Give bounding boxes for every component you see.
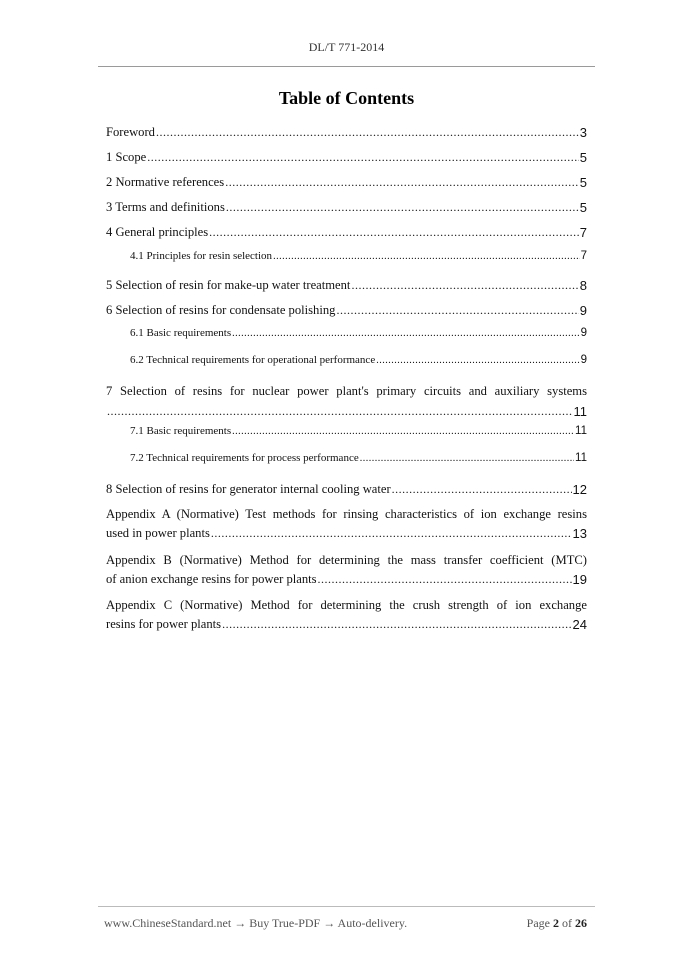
toc-entry-appendix-a[interactable]: [106, 504, 587, 541]
footer-link[interactable]: www.ChineseStandard.net → Buy True-PDF → Auto-delivery.: [104, 916, 408, 930]
leader-dots: [376, 353, 579, 368]
toc-entry-generator-cooling[interactable]: [106, 482, 587, 497]
toc-entry-text-cont: resins for power plants: [106, 617, 222, 631]
toc-entry-text: 6 Selection of resins for condensate polishing: [106, 303, 336, 317]
toc-entry-foreword[interactable]: [106, 125, 587, 140]
toc-entry-appendix-c[interactable]: [106, 595, 587, 632]
toc-entry-page: 24: [572, 617, 587, 632]
running-header: DL/T 771-2014: [308, 40, 385, 54]
toc-entry-page: 12: [572, 482, 587, 497]
leader-dots: [156, 125, 579, 140]
leader-dots: [318, 572, 572, 587]
toc-entry-page: 5: [579, 200, 587, 215]
toc-entry-7-1[interactable]: [106, 424, 587, 439]
leader-dots: [211, 526, 572, 541]
toc-entry-continuation: [106, 526, 587, 541]
toc-entry-page: 5: [579, 175, 587, 190]
toc-entry-text: 8 Selection of resins for generator internal cooling water: [106, 482, 391, 496]
toc-entry-general-principles[interactable]: [106, 225, 587, 240]
toc-entry-page: 9: [579, 303, 587, 318]
toc-entry-continuation: [106, 404, 587, 419]
toc-entry-condensate-polishing[interactable]: [106, 303, 587, 318]
toc-entry-page: 19: [572, 572, 587, 587]
toc-entry-text: 4 General principles: [106, 225, 209, 239]
toc-entry-4-1[interactable]: [106, 249, 587, 264]
toc-entry-text: 4.1 Principles for resin selection: [130, 250, 273, 262]
leader-dots: [232, 424, 574, 439]
leader-dots: [232, 326, 579, 341]
toc-entry-page: 11: [573, 404, 587, 419]
toc-entry-6-2[interactable]: [106, 353, 587, 368]
toc-entry-page: 13: [572, 526, 587, 541]
leader-dots: [273, 249, 580, 264]
toc-entry-text: 7 Selection of resins for nuclear power plant's primary circuits and auxiliary systems: [106, 384, 587, 398]
toc-entry-terms-definitions[interactable]: [106, 200, 587, 215]
toc-entry-page: 8: [579, 278, 587, 293]
toc-entry-text: Foreword: [106, 125, 155, 139]
total-pages: 26: [575, 916, 587, 930]
toc-title: Table of Contents: [278, 88, 415, 108]
leader-dots: [107, 404, 573, 419]
current-page-number: 2: [553, 916, 559, 930]
toc-entry-text: 7.2 Technical requirements for process performance: [130, 452, 359, 464]
toc-entry-page: 7: [580, 250, 587, 262]
leader-dots: [392, 482, 572, 497]
leader-dots: [209, 225, 579, 240]
toc-entry-7-2[interactable]: [106, 451, 587, 466]
page-indicator: [527, 916, 587, 931]
page-word: Page: [526, 916, 550, 930]
toc-entry-nuclear-power[interactable]: [106, 381, 587, 419]
toc-entry-text: 1 Scope: [106, 150, 147, 164]
leader-dots: [336, 303, 578, 318]
toc-entry-text: Appendix C (Normative) Method for determining the crush strength of ion exchange: [106, 598, 587, 612]
toc-entry-text: 6.2 Technical requirements for operational performance: [130, 354, 376, 366]
toc-entry-scope[interactable]: [106, 150, 587, 165]
toc-entry-text: 7.1 Basic requirements: [130, 425, 232, 437]
toc-entry-text: 5 Selection of resin for make-up water treatment: [106, 278, 351, 292]
toc-entry-page: 5: [579, 150, 587, 165]
toc-entry-text-cont: of anion exchange resins for power plants: [106, 572, 317, 586]
toc-entry-page: 11: [575, 425, 587, 437]
toc-entry-page: 9: [580, 354, 587, 366]
leader-dots: [351, 278, 578, 293]
toc-entry-text: 2 Normative references: [106, 175, 225, 189]
toc-entry-text: 3 Terms and definitions: [106, 200, 225, 214]
toc-entry-text: Appendix B (Normative) Method for determining the mass transfer coefficient (MTC): [106, 553, 587, 567]
toc-entry-normative-references[interactable]: [106, 175, 587, 190]
leader-dots: [226, 200, 579, 215]
header-divider: [98, 66, 595, 67]
toc-entry-page: 3: [579, 125, 587, 140]
toc-entry-text: Appendix A (Normative) Test methods for rinsing characteristics of ion exchange resins: [106, 507, 587, 521]
leader-dots: [360, 451, 574, 466]
of-word: of: [562, 916, 572, 930]
toc-entry-continuation: [106, 617, 587, 632]
toc-entry-6-1[interactable]: [106, 326, 587, 341]
toc-entry-text-cont: used in power plants: [106, 526, 210, 540]
leader-dots: [222, 617, 571, 632]
toc-entry-page: 7: [579, 225, 587, 240]
footer-divider: [98, 906, 595, 907]
toc-entry-text: 6.1 Basic requirements: [130, 327, 232, 339]
toc-entry-page: 11: [575, 452, 587, 464]
toc-entry-appendix-b[interactable]: [106, 550, 587, 587]
toc-entry-continuation: [106, 572, 587, 587]
leader-dots: [225, 175, 579, 190]
toc-entry-page: 9: [580, 327, 587, 339]
toc-entry-make-up-water[interactable]: [106, 278, 587, 293]
leader-dots: [147, 150, 579, 165]
